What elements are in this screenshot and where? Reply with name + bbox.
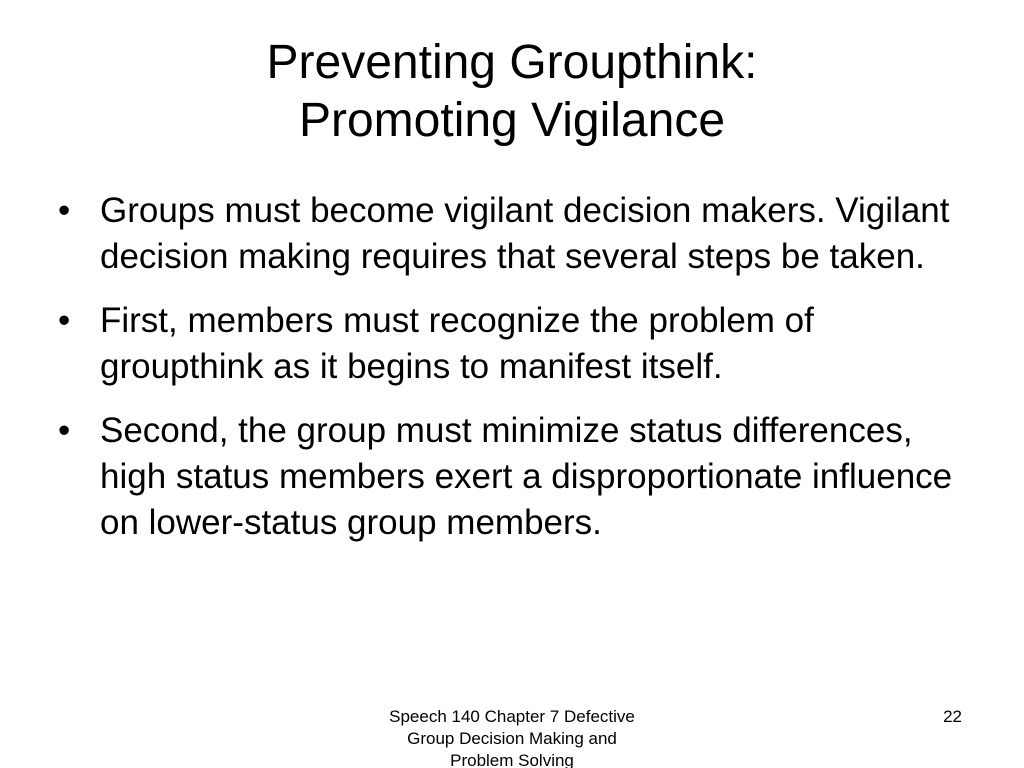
bullet-dot-icon: • (58, 411, 71, 450)
footer-course-line-2: Group Decision Making and (407, 729, 617, 748)
bullet-list (58, 188, 978, 564)
bullet-text: Groups must become vigilant decision makers. Vigilant decision making requires that several steps be taken. (100, 191, 950, 276)
footer-course-line-1: Speech 140 Chapter 7 Defective (389, 707, 635, 726)
bullet-dot-icon: • (58, 301, 71, 340)
bullet-item (58, 298, 978, 390)
footer-course-title (352, 706, 672, 768)
slide-number: 22 (943, 707, 962, 726)
bullet-text: Second, the group must minimize status differences, high status members exert a disproportionate influence on lower-status group members. (100, 411, 953, 542)
bullet-item (58, 188, 978, 280)
bullet-item (58, 408, 978, 546)
slide-title-line-2: Promoting Vigilance (298, 94, 726, 147)
bullet-text: First, members must recognize the problem of groupthink as it begins to manifest itself. (100, 301, 814, 386)
slide-title-line-1: Preventing Groupthink: (266, 36, 758, 89)
bullet-dot-icon: • (58, 191, 71, 230)
footer-course-line-3: Problem Solving (450, 751, 574, 768)
slide-title (0, 34, 1024, 150)
